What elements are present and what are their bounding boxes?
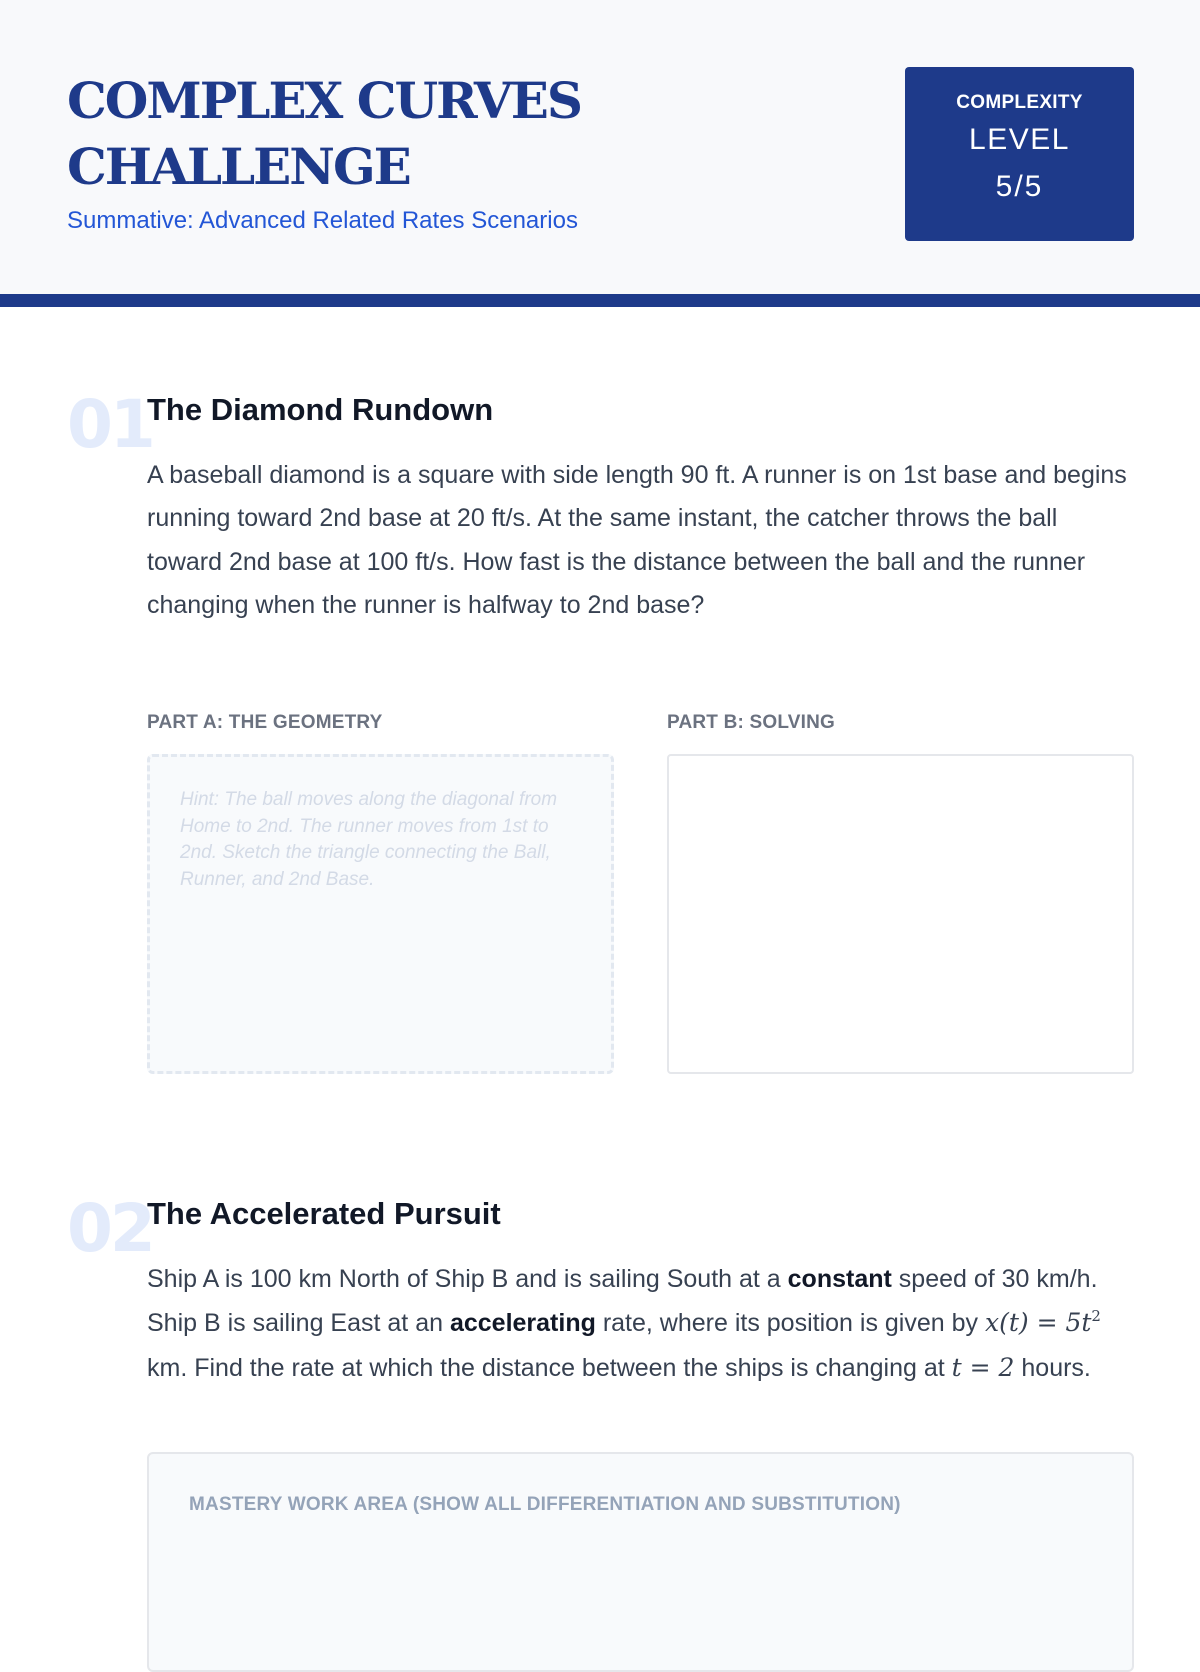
time-equation: t = 2 [951, 1352, 1015, 1382]
work-area-label: MASTERY WORK AREA (SHOW ALL DIFFERENTIATION AND SUBSTITUTION) [189, 1494, 901, 1515]
badge-score: 5/5 [995, 170, 1044, 203]
equation-exponent: 2 [1091, 1307, 1101, 1326]
badge-caption: COMPLEXITY [956, 92, 1083, 113]
part-b-label: PART B: SOLVING [667, 712, 836, 733]
problem-statement [147, 1258, 1137, 1390]
problem-number: 02 [67, 1190, 153, 1267]
statement-text: Ship A is 100 km North of Ship B and is sailing South at a [147, 1265, 788, 1293]
worksheet-subtitle: Summative: Advanced Related Rates Scenarios [67, 207, 578, 234]
statement-text: km. Find the rate at which the distance between the ships is changing at [147, 1353, 952, 1382]
problem-number: 01 [67, 386, 153, 463]
problem-title: The Diamond Rundown [147, 392, 494, 427]
statement-text: speed of 30 km/h. Ship B is sailing East at an [147, 1265, 1098, 1338]
title-line-1: COMPLEX CURVES [67, 71, 581, 130]
statement-text: rate, where its position is given by [595, 1309, 985, 1338]
badge-level-label: LEVEL [969, 123, 1070, 156]
statement-text: hours. [1014, 1353, 1091, 1382]
solving-work-area[interactable] [667, 754, 1134, 1074]
part-a-label: PART A: THE GEOMETRY [147, 712, 383, 733]
position-equation [985, 1308, 1101, 1337]
equation-body: (t) = 5t [999, 1308, 1092, 1338]
problem-title: The Accelerated Pursuit [147, 1196, 501, 1231]
worksheet-header [0, 0, 1200, 307]
emphasis-constant: constant [787, 1265, 892, 1293]
geometry-sketch-area[interactable] [147, 754, 614, 1074]
worksheet-title [67, 68, 827, 200]
title-line-2: CHALLENGE [67, 137, 410, 196]
geometry-hint: Hint: The ball moves along the diagonal from Home to 2nd. The runner moves from 1st to 2nd. Sketch the triangle connecting the Ball, Runner, and 2nd Base. [180, 789, 558, 890]
emphasis-accelerating: accelerating [449, 1309, 596, 1338]
equation-function: x [984, 1308, 1000, 1338]
problem-statement: A baseball diamond is a square with side length 90 ft. A runner is on 1st base and begins running toward 2nd base at 20 ft/s. At the same instant, the catcher throws the ball toward 2nd base at 100 ft/s. How fast is the distance between the ball and the runner changing when the runner is halfway to 2nd base? [147, 461, 1127, 619]
mastery-work-area[interactable] [147, 1452, 1134, 1672]
complexity-badge [905, 67, 1134, 241]
